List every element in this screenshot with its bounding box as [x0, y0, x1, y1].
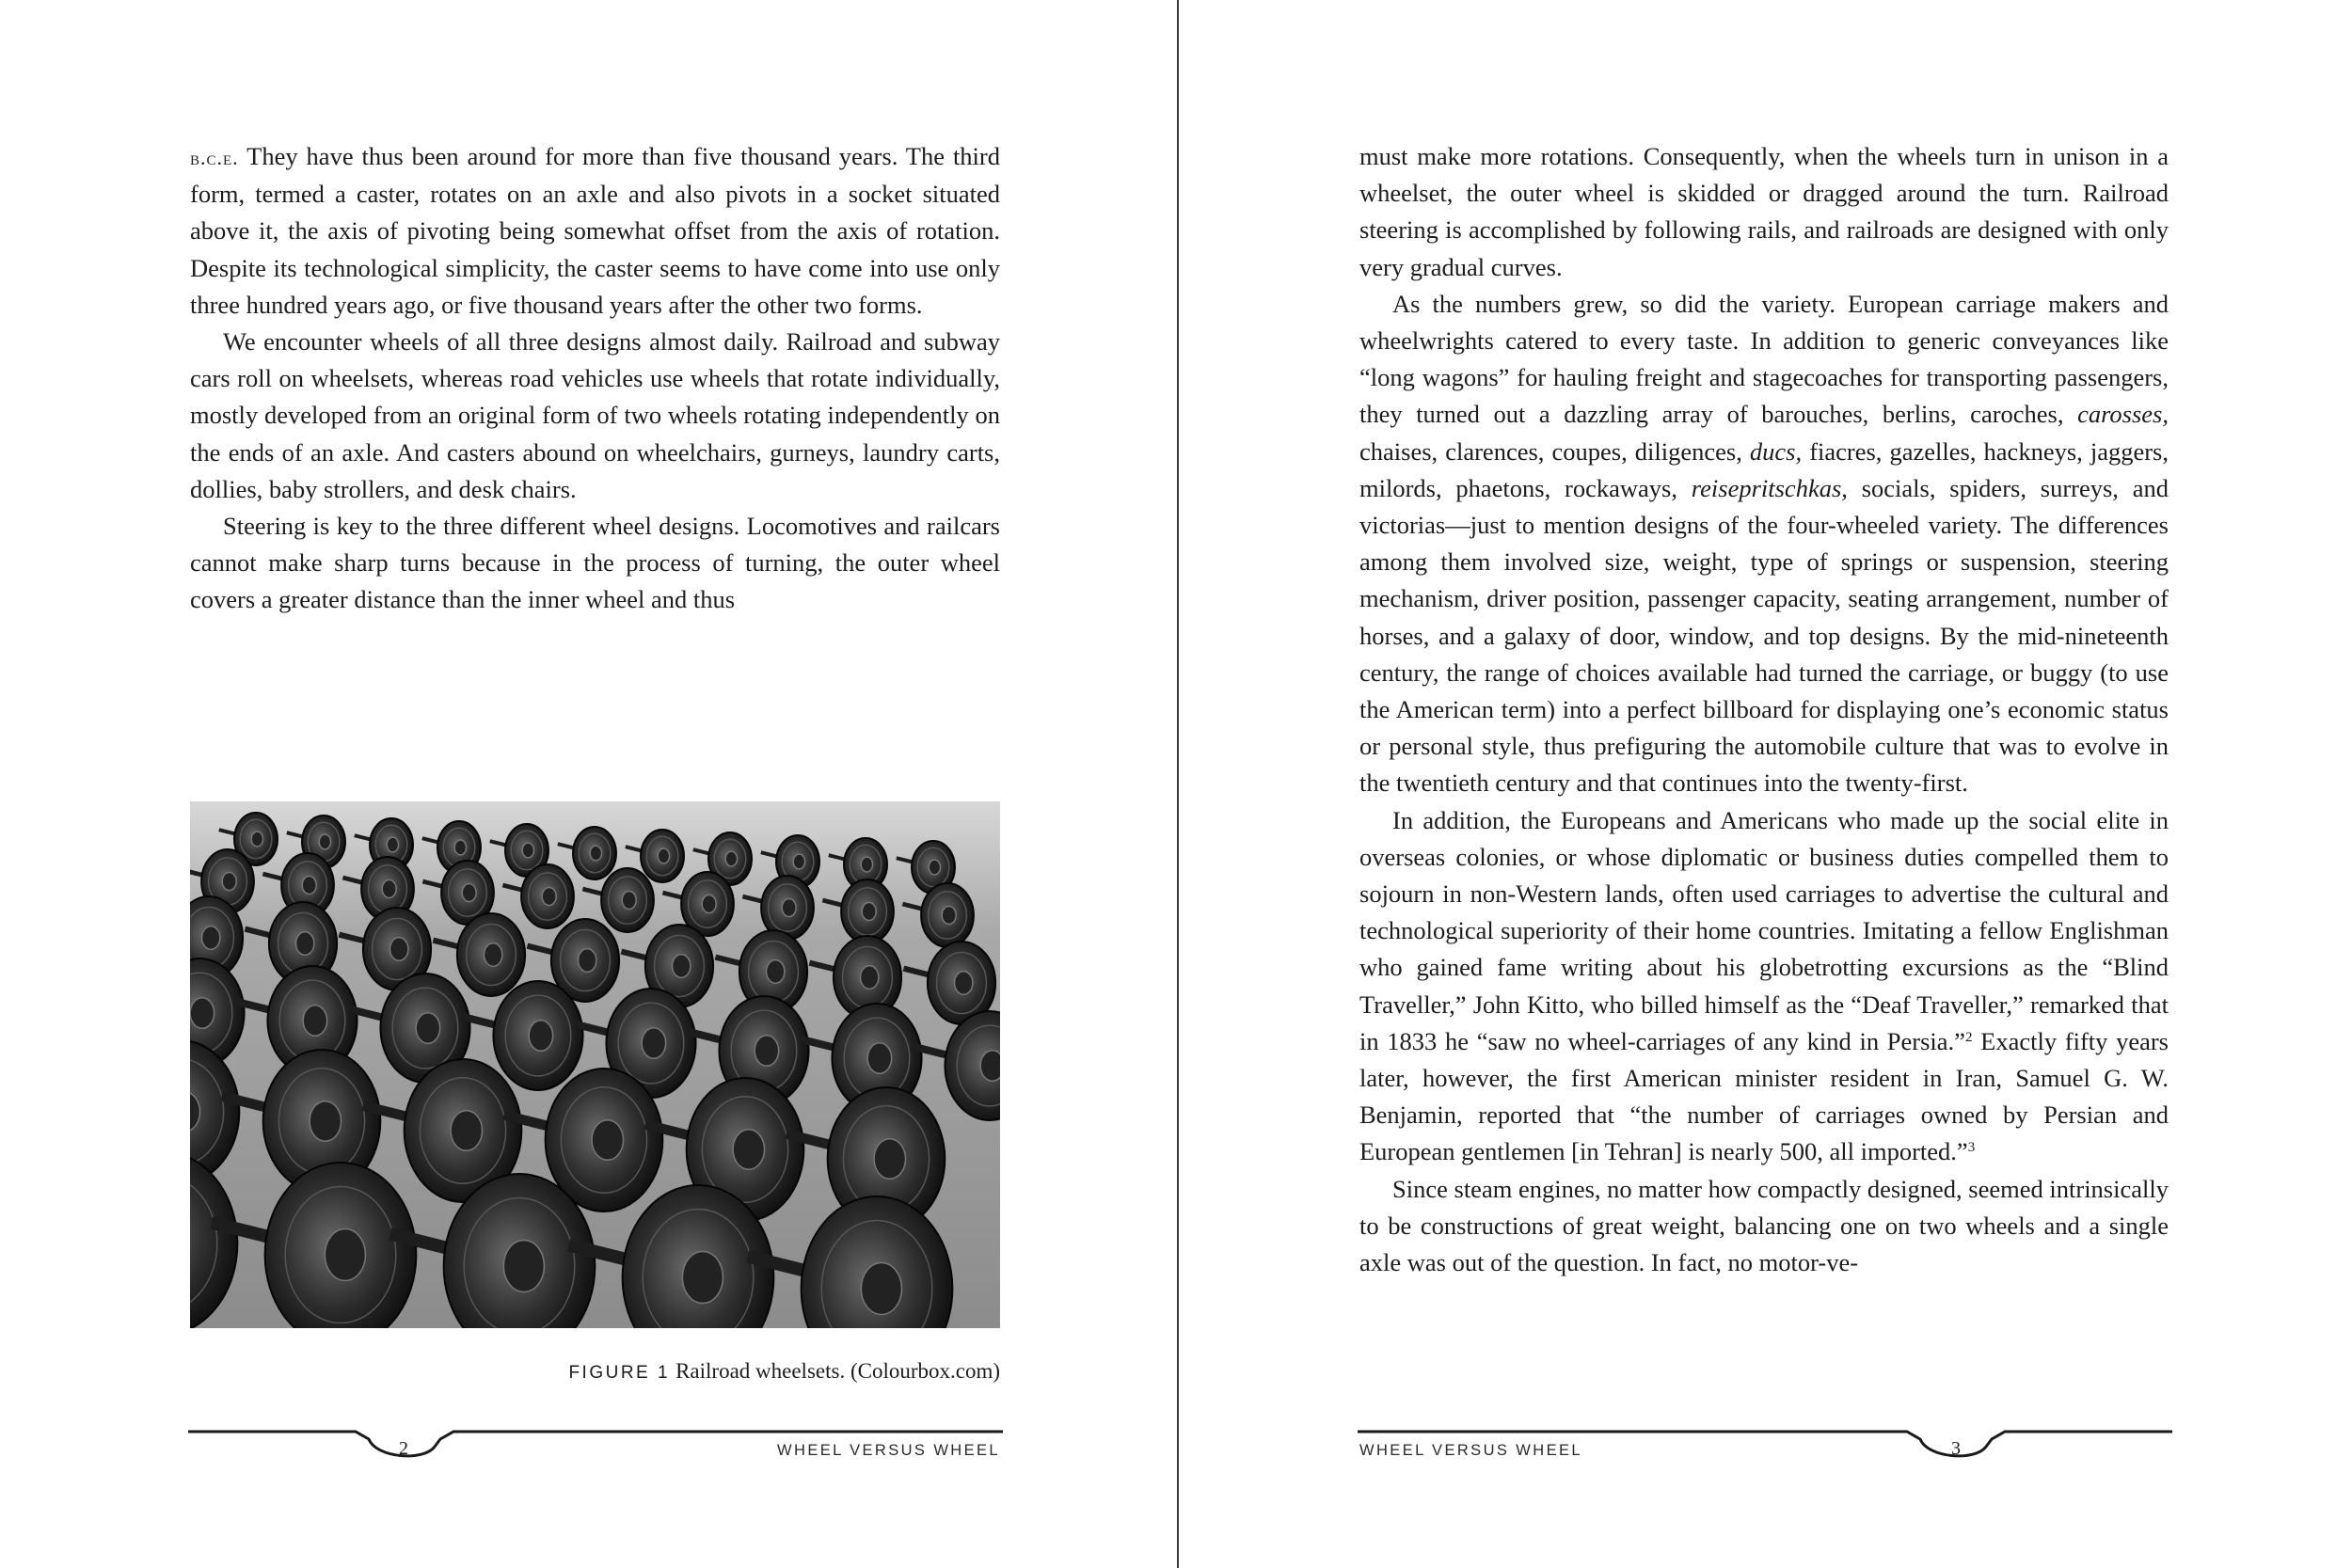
wheel-hub — [942, 906, 956, 924]
paragraph — [1359, 802, 2169, 1171]
paragraph-text: chaises, clarences, coupes, diligences, — [1359, 436, 1750, 466]
wheel-hub — [702, 895, 716, 912]
wheel-hub — [303, 1006, 327, 1036]
wheel-hub — [190, 998, 215, 1028]
wheel-hub — [980, 1051, 1000, 1081]
paragraph-text: As the numbers grew, so did the variety. European carriage makers and wheelwrights catered to every taste. In addition to generic conveyances like “long wagons” for hauling freight and stagecoaches for transporting passengers, they turned out a dazzling array of barouches, berlins, caroches, — [1359, 289, 2169, 429]
italic-term: carosses, — [2077, 400, 2169, 429]
wheel-hub — [642, 1028, 666, 1058]
wheel-hub — [296, 932, 314, 956]
paragraph: must make more rotations. Consequently, when the wheels turn in unison in a wheelset, the outer wheel is skidded or dragged around the turn. Railroad steering is accomplished by following rails, and railroads are designed with only very gradual curves. — [1359, 142, 2169, 281]
wheel-hub — [929, 860, 940, 875]
wheel-hub — [658, 848, 669, 863]
wheel-hub — [874, 1139, 905, 1180]
era-abbreviation: b.c.e. — [190, 146, 239, 169]
paragraph: Steering is key to the three different wheel designs. Locomotives and railcars cannot make sharp turns because in the process of turning, the outer wheel covers a greater distance than the inner wheel and thus — [190, 512, 1000, 614]
wheel-hub — [325, 1229, 365, 1281]
wheel-hub — [579, 949, 596, 973]
wheel-hub — [451, 1111, 482, 1151]
wheel-hub — [622, 891, 636, 909]
wheel-hub — [529, 1021, 553, 1051]
wheel-hub — [673, 955, 691, 978]
italic-term: ducs, — [1749, 436, 1803, 466]
wheel-hub — [302, 876, 316, 894]
wheel-hub — [733, 1130, 764, 1170]
wheel-hub — [861, 966, 879, 990]
paragraph-text: Exactly fifty years later, however, the first American minister resident in Iran, Samuel G. W. Benjamin, reported that “the number of carriages owned by Persian and European gentlemen [in Tehran] is nearly 500, all imported.” — [1359, 1026, 2169, 1166]
wheel-hub — [416, 1013, 440, 1043]
paragraph — [190, 138, 1000, 324]
wheel-hub — [861, 1263, 901, 1315]
footnote-marker: 3 — [1967, 1140, 1976, 1156]
paragraph-text: fiacres, gazelles, hackneys, jaggers, milords, phaetons, rockaways, — [1359, 436, 2169, 502]
left-page-text — [190, 138, 1000, 619]
right-page — [1179, 0, 2352, 1568]
wheel-hub — [310, 1101, 341, 1142]
wheel-hub — [382, 879, 396, 897]
wheel-hub — [202, 927, 220, 950]
paragraph — [1359, 286, 2169, 802]
page-number: 2 — [399, 1438, 408, 1459]
wheel-hub — [861, 857, 872, 872]
page-number: 3 — [1951, 1438, 1961, 1459]
wheel-hub — [390, 938, 408, 961]
wheel-hub — [592, 1120, 623, 1161]
running-head: WHEEL VERSUS WHEEL — [1359, 1442, 1582, 1459]
italic-term: reisepritschkas, — [1691, 473, 1848, 502]
wheel-hub — [503, 1241, 544, 1292]
wheel-hub — [767, 960, 785, 984]
wheel-hub — [725, 851, 737, 866]
wheel-hub — [222, 872, 236, 890]
wheel-hub — [251, 832, 262, 847]
wheel-hub — [387, 837, 398, 852]
figure-caption — [190, 1357, 1000, 1387]
paragraph-text: In addition, the Europeans and Americans who made up the social elite in overseas colonies, or whose diplomatic or business duties compelled them to sojourn in non-Western lands, often used carriages to advertise the cultural and technological superiority of their home countries. Imitating a fellow Englishman who gained fame writing about his globetrotting excursions as the “Blind Traveller,” John Kitto, who billed himself as the “Deaf Traveller,” remarked that in 1833 he “saw no wheel-carriages of any kind in Persia.” — [1359, 805, 2169, 1055]
wheel-hub — [867, 1043, 892, 1073]
wheel-hub — [542, 887, 556, 905]
right-page-text — [1359, 138, 2169, 1281]
wheel-hub — [462, 883, 476, 901]
paragraph: We encounter wheels of all three designs almost daily. Railroad and subway cars roll on wheelsets, whereas road vehicles use wheels that rotate individually, mostly developed from an original form of two wheels rotating independently on the ends of an axle. And casters abound on wheelchairs, gurneys, laundry carts, dollies, baby strollers, and desk chairs. — [190, 327, 1000, 503]
wheel-hub — [682, 1252, 723, 1304]
footnote-marker: 2 — [1964, 1029, 1973, 1045]
paragraph: Since steam engines, no matter how compactly designed, seemed intrinsically to be constructions of great weight, balancing one on two wheels and a single axle was out of the question. In fact, no motor-ve- — [1359, 1174, 2169, 1277]
figure-label: FIGURE 1 — [568, 1363, 671, 1383]
wheel-hub — [454, 840, 466, 855]
wheel-hub — [955, 972, 973, 995]
wheel-hub — [862, 902, 876, 920]
paragraph-text: They have thus been around for more than five thousand years. The third form, termed a caster, rotates on an axle and also pivots in a socket situated above it, the axis of pivoting being somewhat offset from the axis of rotation. Despite its technological simplicity, the caster seems to have come into use only three hundred years ago, or five thousand years after the other two forms. — [190, 142, 1000, 319]
wheel-hub — [782, 898, 796, 916]
wheel-hub — [590, 846, 601, 861]
figure-caption-text: Railroad wheelsets. (Colourbox.com) — [675, 1359, 1000, 1383]
wheel-hub — [522, 843, 533, 858]
wheel-hub — [485, 943, 502, 967]
wheel-hub — [319, 834, 330, 849]
paragraph-text: socials, spiders, surreys, and victorias—just to mention designs of the four-wheeled variety. The differences among them involved size, weight, type of springs or suspension, steering mechanism, driver position, passenger capacity, seating arrangement, number of horses, and a galaxy of door, window, and top designs. By the mid-nineteenth century, the range of choices available had turned the carriage, or buggy (to use the American term) into a perfect billboard for displaying one’s economic status or personal style, thus prefiguring the automobile culture that was to evolve in the twentieth century and that continues into the twenty-first. — [1359, 473, 2169, 798]
wheel-hub — [793, 854, 804, 869]
figure-photo-railroad-wheelsets — [190, 801, 1000, 1328]
running-head: WHEEL VERSUS WHEEL — [777, 1442, 1000, 1459]
wheel-hub — [755, 1036, 779, 1066]
